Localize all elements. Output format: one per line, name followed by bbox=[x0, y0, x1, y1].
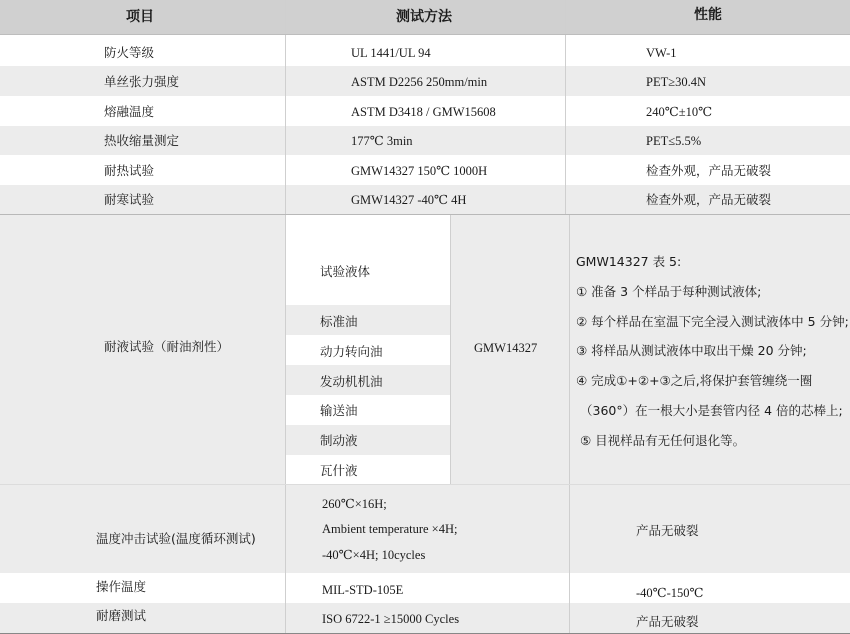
fluid-item: 耐液试验（耐油剂性） bbox=[104, 339, 230, 354]
row-3-performance: 240℃±10℃ bbox=[646, 105, 713, 119]
fluid-row-bg-5 bbox=[285, 425, 450, 455]
operating-item: 操作温度 bbox=[96, 579, 147, 594]
thermal-item: 温度冲击试验(温度循环测试) bbox=[96, 531, 256, 546]
fluid-perf-line-4: ③ 将样品从测试液体中取出干燥 20 分钟; bbox=[576, 343, 807, 358]
row-5-method: GMW14327 150℃ 1000H bbox=[351, 164, 488, 178]
row-5-item: 耐热试验 bbox=[104, 163, 155, 178]
fluid-perf-line-2: ① 准备 3 个样品于每种测试液体; bbox=[576, 284, 762, 299]
divider-col-1 bbox=[285, 0, 286, 634]
fluid-1: 标准油 bbox=[320, 314, 358, 329]
divider-fluid-inner bbox=[450, 214, 451, 484]
thermal-performance-cell bbox=[569, 484, 850, 573]
row-4-performance: PET≤5.5% bbox=[646, 134, 702, 148]
row-4-item: 热收缩量测定 bbox=[104, 133, 180, 148]
thermal-method-line-2: Ambient temperature ×4H; bbox=[322, 522, 458, 536]
fluid-6: 瓦什液 bbox=[320, 463, 358, 478]
fluid-perf-line-3: ② 每个样品在室温下完全浸入测试液体中 5 分钟; bbox=[576, 314, 849, 329]
fluid-3: 发动机机油 bbox=[320, 374, 383, 389]
row-6-performance: 检查外观，产品无破裂 bbox=[646, 192, 772, 207]
fluid-perf-line-6: （360°）在一根大小是套管内径 4 倍的芯棒上; bbox=[580, 403, 843, 418]
row-2-method: ASTM D2256 250mm/min bbox=[351, 75, 488, 89]
row-1-performance: VW-1 bbox=[646, 46, 677, 60]
fluid-perf-line-1: GMW14327 表 5: bbox=[576, 254, 682, 269]
row-3-method: ASTM D3418 / GMW15608 bbox=[351, 105, 496, 119]
abrasion-item: 耐磨测试 bbox=[96, 608, 147, 623]
thermal-item-cell bbox=[0, 484, 285, 573]
header-method: 测试方法 bbox=[396, 9, 452, 25]
fluid-5: 制动液 bbox=[320, 433, 358, 448]
fluid-perf-line-7: ⑤ 目视样品有无任何退化等。 bbox=[580, 433, 746, 448]
divider-fluid-top bbox=[0, 214, 850, 215]
header-performance: 性能 bbox=[694, 7, 722, 23]
row-3-item: 熔融温度 bbox=[104, 104, 155, 119]
row-5-performance: 检查外观，产品无破裂 bbox=[646, 163, 772, 178]
fluid-method: GMW14327 bbox=[474, 341, 538, 355]
operating-method: MIL-STD-105E bbox=[322, 583, 404, 597]
row-2-item: 单丝张力强度 bbox=[104, 74, 180, 89]
divider-header-bottom bbox=[0, 34, 850, 35]
row-2-performance: PET≥30.4N bbox=[646, 75, 706, 89]
fluid-row-bg-1 bbox=[285, 305, 450, 335]
abrasion-method: ISO 6722-1 ≥15000 Cycles bbox=[322, 612, 460, 626]
header-item: 项目 bbox=[126, 9, 154, 25]
operating-performance: -40℃-150℃ bbox=[636, 586, 704, 600]
row-1-method: UL 1441/UL 94 bbox=[351, 46, 431, 60]
row-6-method: GMW14327 -40℃ 4H bbox=[351, 193, 467, 207]
abrasion-performance: 产品无破裂 bbox=[636, 614, 699, 629]
fluid-perf-line-5: ④ 完成①+②+③之后,将保护套管缠绕一圈 bbox=[576, 373, 813, 388]
fluids-header: 试验液体 bbox=[320, 264, 371, 279]
thermal-method-line-3: -40℃×4H; 10cycles bbox=[322, 548, 426, 562]
row-6-item: 耐寒试验 bbox=[104, 192, 155, 207]
fluid-2: 动力转向油 bbox=[320, 344, 383, 359]
divider-fluid-bottom bbox=[0, 484, 850, 485]
row-1-item: 防火等级 bbox=[104, 45, 155, 60]
thermal-performance: 产品无破裂 bbox=[636, 523, 699, 538]
divider-col-2a bbox=[565, 0, 566, 214]
divider-col-2b bbox=[569, 214, 570, 634]
fluid-4: 输送油 bbox=[320, 403, 358, 418]
row-4-method: 177℃ 3min bbox=[351, 134, 413, 148]
thermal-method-line-1: 260℃×16H; bbox=[322, 497, 387, 511]
